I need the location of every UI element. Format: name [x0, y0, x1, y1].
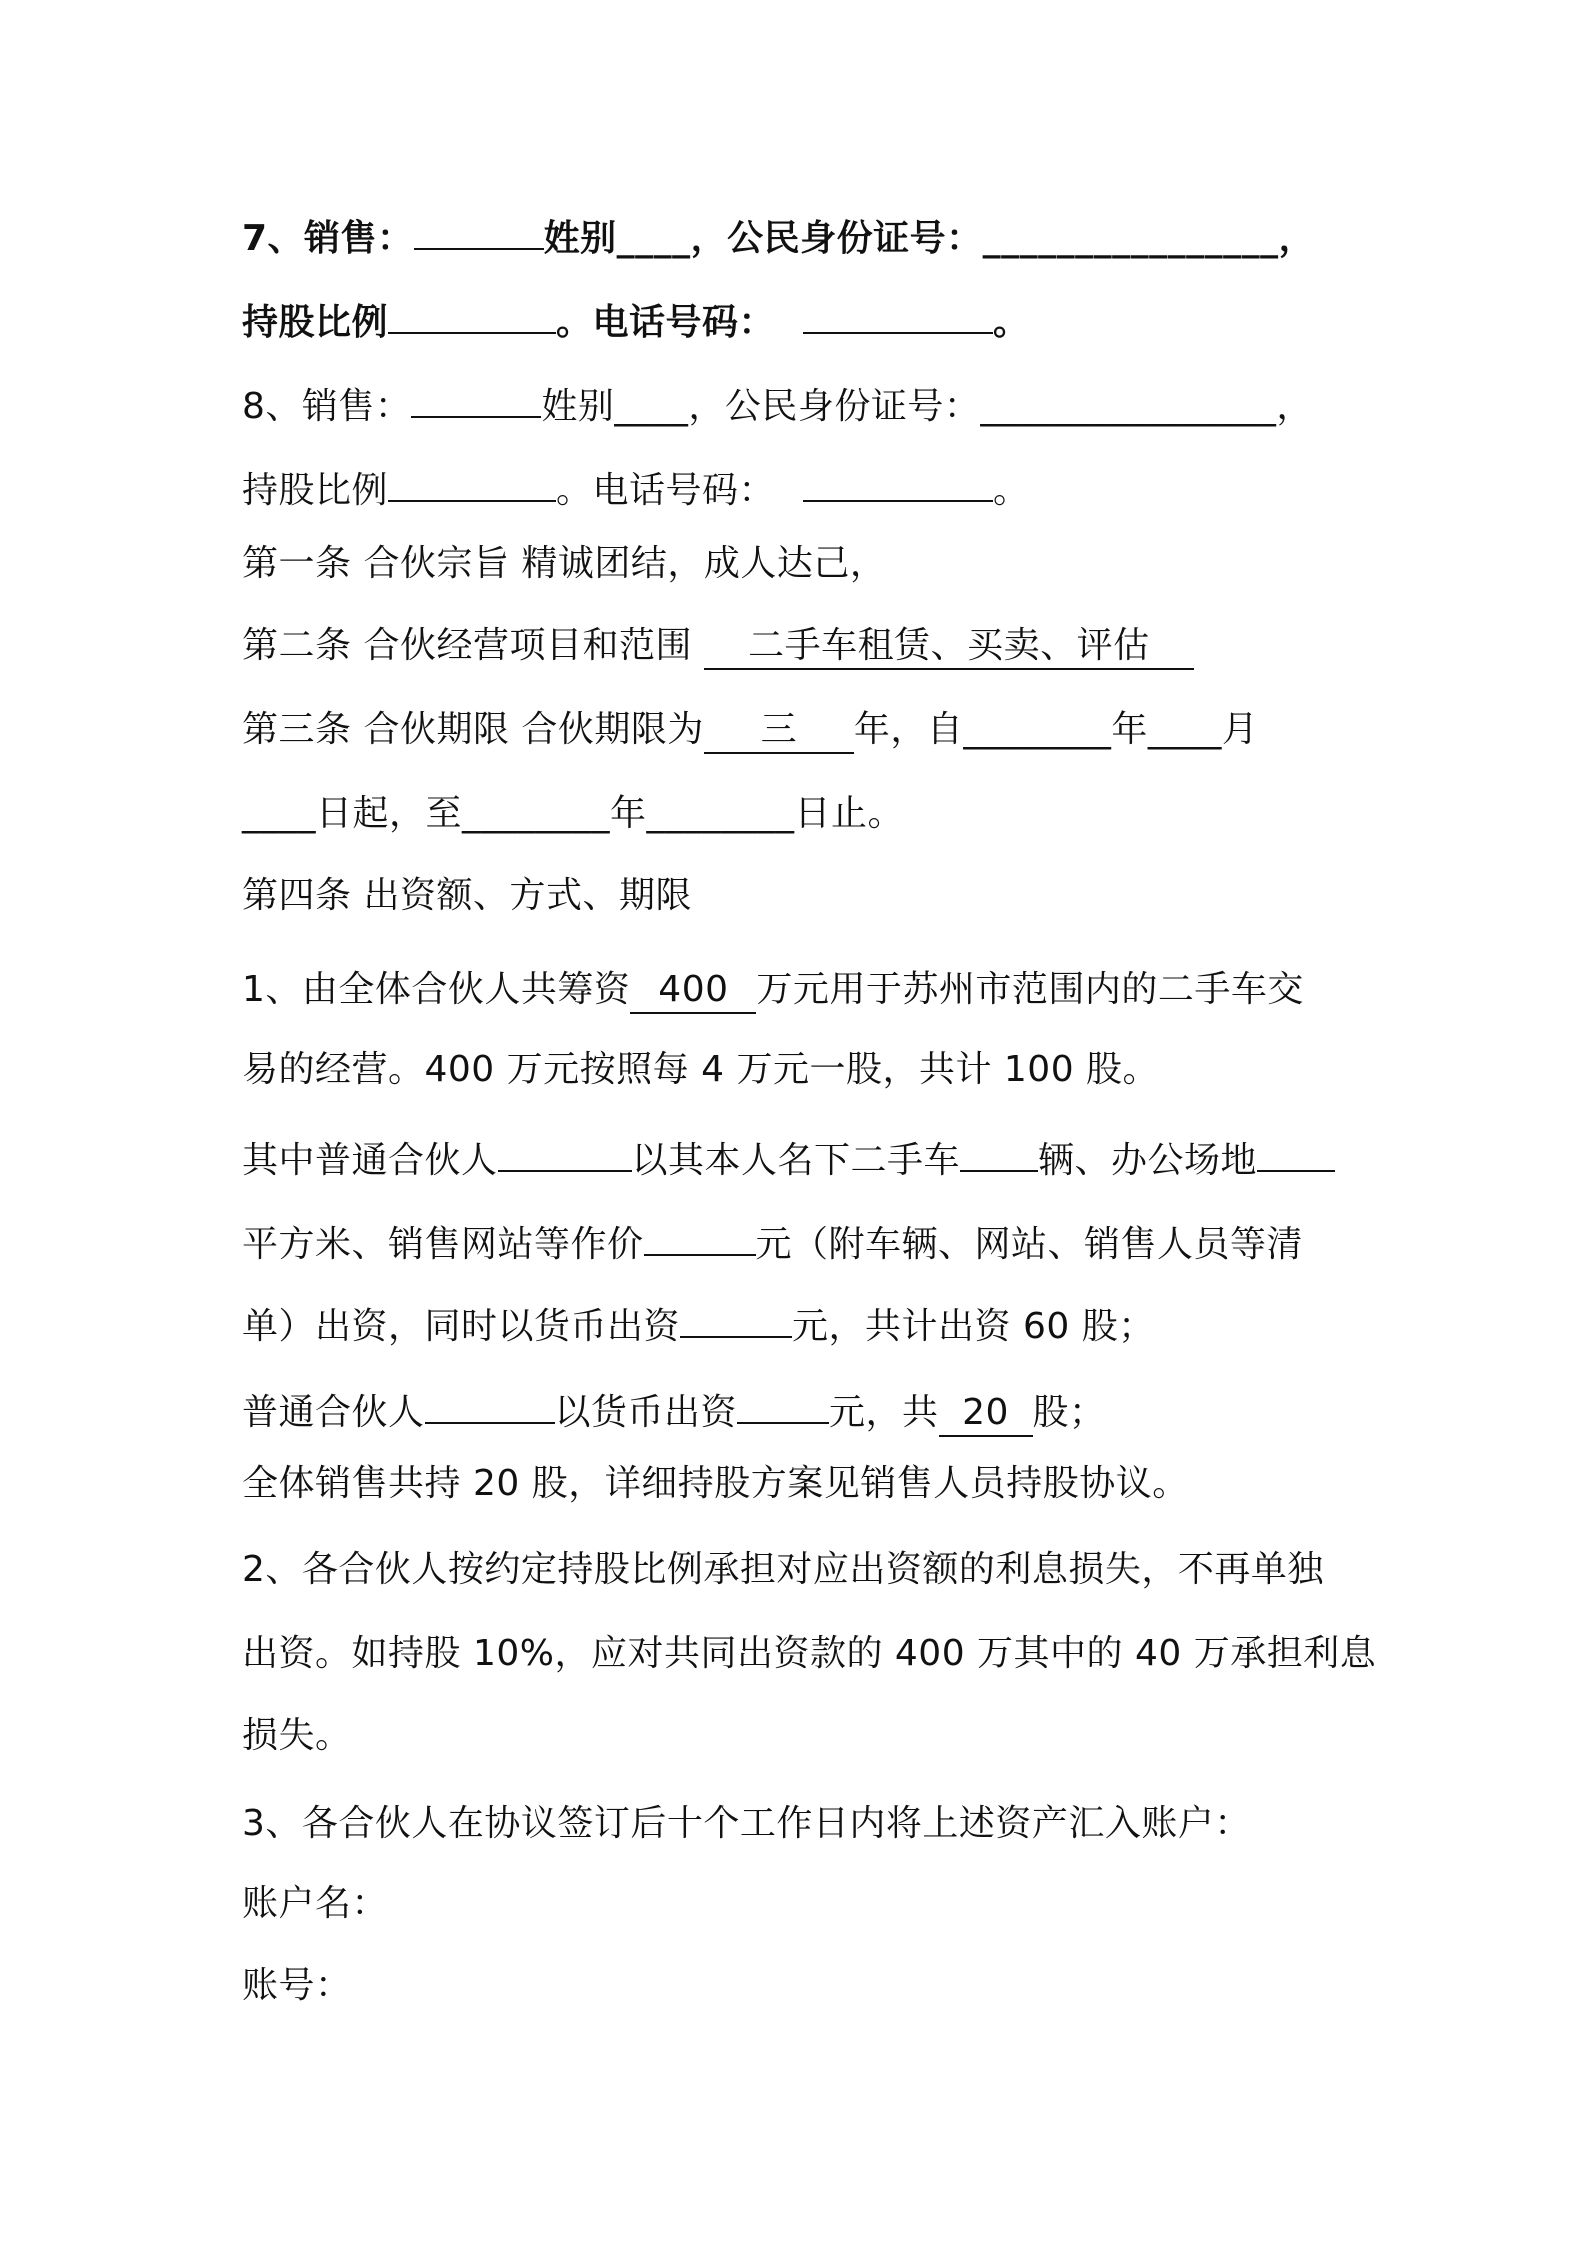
account-number-label — [242, 1962, 1362, 2010]
text: 辆、办公场地 — [1038, 1140, 1258, 1181]
article-3-line2 — [242, 790, 1362, 838]
clause-1-line7 — [242, 1460, 1362, 1508]
business-scope-value: 二手车租赁、买卖、评估 — [704, 626, 1194, 670]
clause-1-line2 — [242, 1046, 1362, 1094]
clause-2-line2 — [242, 1630, 1377, 1678]
share-ratio-blank — [388, 290, 556, 334]
text: 第四条 出资额、方式、期限 — [242, 875, 692, 916]
text: 第一条 合伙宗旨 精诚团结，成人达己， — [242, 543, 887, 584]
text: 2、各合伙人按约定持股比例承担对应出资额的利息损失，不再单独 — [242, 1549, 1324, 1590]
cash-contribution-blank — [680, 1294, 792, 1338]
partner-blank — [498, 1128, 632, 1172]
text: 易的经营。400 万元按照每 4 万元一股，共计 100 股。 — [242, 1049, 1160, 1090]
clause-2-line1 — [242, 1546, 1362, 1594]
text: 。 — [993, 470, 1030, 511]
salesperson-7-line1 — [242, 206, 1362, 263]
text: 出资。如持股 10%，应对共同出资款的 400 万其中的 40 万承担利息 — [242, 1633, 1377, 1674]
text: ____日起，至________年________日止。 — [242, 793, 905, 834]
text: 单）出资，同时以货币出资 — [242, 1306, 681, 1347]
clause-1-line4 — [242, 1212, 1362, 1269]
salesperson-8-line1 — [242, 374, 1362, 431]
text: 8、销售： — [242, 386, 412, 427]
text: 姓别____，公民身份证号：________________， — [541, 386, 1313, 427]
text: 。 — [993, 302, 1030, 343]
text: 元（附车辆、网站、销售人员等清 — [755, 1224, 1304, 1265]
vehicle-count-blank — [960, 1128, 1038, 1172]
salesperson-7-line2 — [242, 290, 1362, 347]
text: 持股比例 — [242, 470, 389, 511]
name-blank — [414, 206, 544, 250]
clause-1-line1 — [242, 966, 1362, 1014]
text: 。电话号码： — [556, 302, 776, 343]
text: 以其本人名下二手车 — [631, 1140, 961, 1181]
text: 年，自________年____月 — [853, 709, 1259, 750]
text: 以货币出资 — [554, 1392, 738, 1433]
total-capital-value: 400 — [630, 970, 756, 1014]
partner-blank — [425, 1380, 555, 1424]
text: 普通合伙人 — [242, 1392, 425, 1433]
cash-amount-blank — [737, 1380, 829, 1424]
phone-blank — [803, 458, 993, 502]
clause-3 — [242, 1800, 1362, 1848]
valuation-blank — [644, 1212, 756, 1256]
office-area-blank — [1257, 1128, 1335, 1172]
text: 账号： — [242, 1965, 352, 2006]
text: 1、由全体合伙人共筹资 — [242, 969, 631, 1010]
text: 损失。 — [242, 1715, 352, 1756]
salesperson-8-line2 — [242, 458, 1362, 515]
clause-1-line5 — [242, 1294, 1362, 1351]
text: 第三条 合伙期限 合伙期限为 — [242, 709, 704, 750]
text: 姓别____，公民身份证号：________________， — [543, 218, 1316, 259]
text: 7、销售： — [242, 218, 414, 259]
text: 万元用于苏州市范围内的二手车交 — [756, 969, 1304, 1010]
shares-value: 20 — [939, 1393, 1033, 1437]
text: 股； — [1032, 1392, 1106, 1433]
text: 持股比例 — [242, 302, 389, 343]
article-4-heading — [242, 872, 1362, 920]
share-ratio-blank — [388, 458, 556, 502]
clause-1-line3 — [242, 1128, 1362, 1185]
text: 元，共计出资 60 股； — [792, 1306, 1155, 1347]
text: 。电话号码： — [556, 470, 776, 511]
text: 第二条 合伙经营项目和范围 — [242, 625, 704, 666]
text: 3、各合伙人在协议签订后十个工作日内将上述资产汇入账户： — [242, 1803, 1251, 1844]
text: 元，共 — [829, 1392, 939, 1433]
article-1 — [242, 540, 1362, 588]
text: 平方米、销售网站等作价 — [242, 1224, 644, 1265]
term-years-value: 三 — [704, 710, 854, 754]
text: 全体销售共持 20 股，详细持股方案见销售人员持股协议。 — [242, 1463, 1189, 1504]
text: 其中普通合伙人 — [242, 1140, 498, 1181]
clause-1-line6 — [242, 1380, 1362, 1437]
article-3-line1 — [242, 706, 1362, 754]
account-name-label — [242, 1880, 1362, 1928]
phone-blank — [803, 290, 993, 334]
text: 账户名： — [242, 1883, 389, 1924]
article-2 — [242, 622, 1362, 670]
name-blank — [411, 374, 541, 418]
clause-2-line3 — [242, 1712, 1362, 1760]
